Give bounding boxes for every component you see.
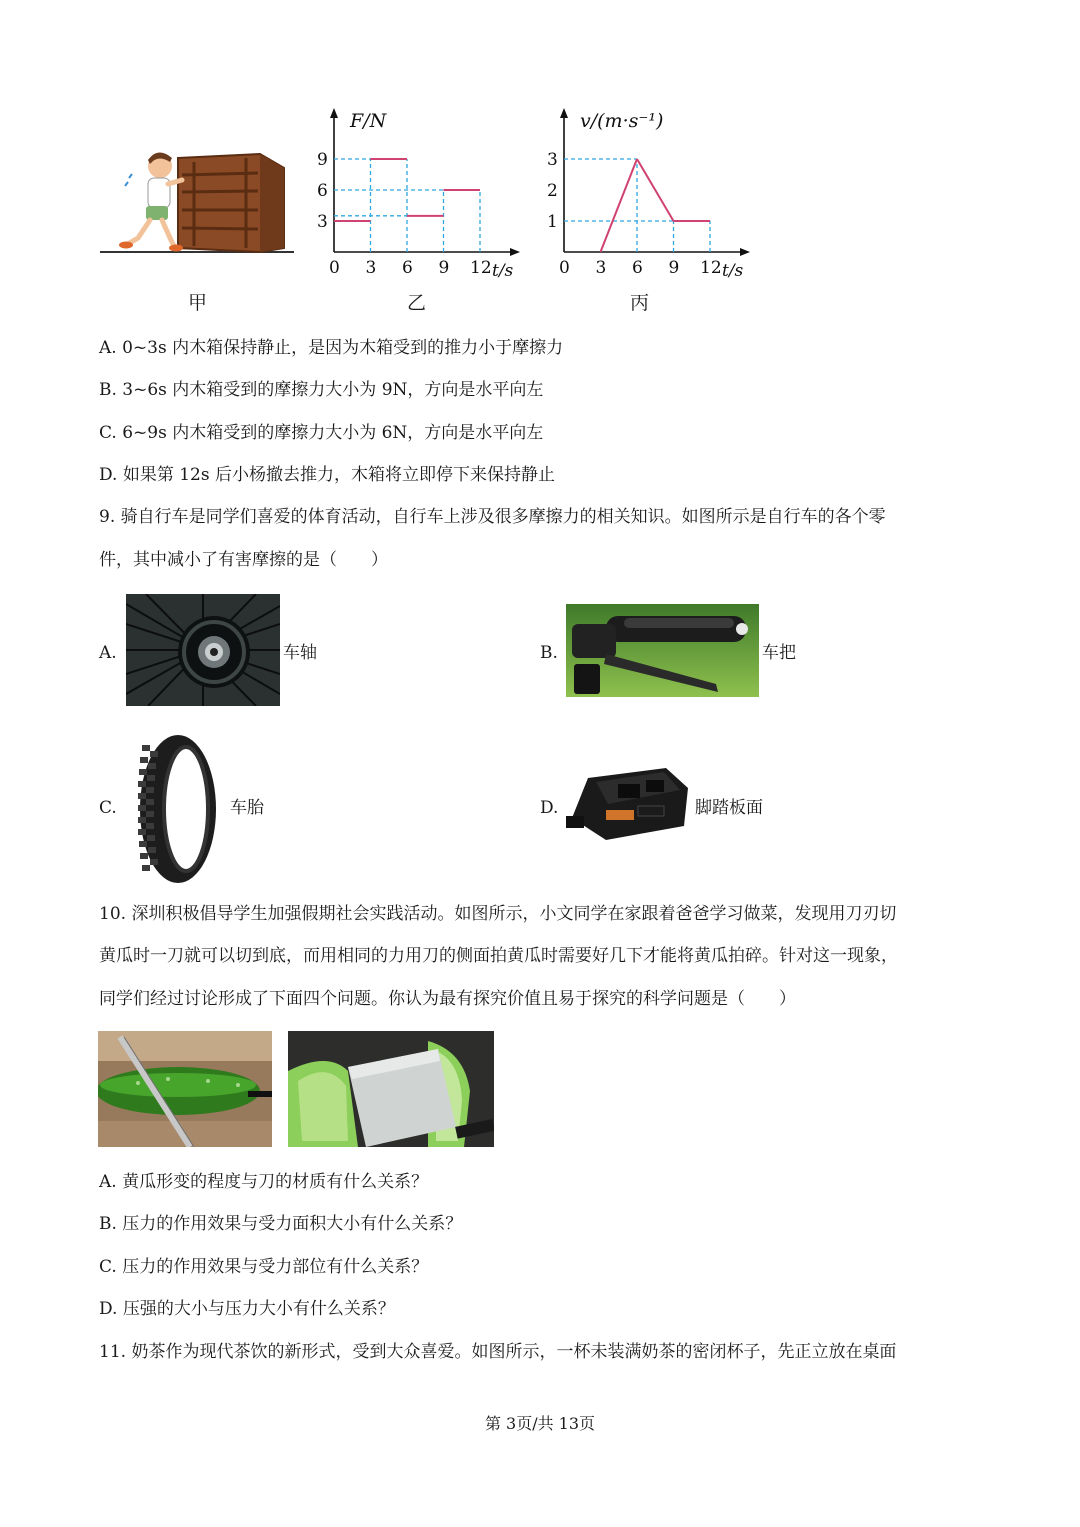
x-axis-label: t/s <box>722 261 744 281</box>
y-tick-label-3: 3 <box>317 212 328 232</box>
q8-option-b: B. 3~6s 内木箱受到的摩擦力大小为 9N，方向是水平向左 <box>99 380 544 400</box>
q9-option-b-letter: B. <box>540 643 558 663</box>
x-tick-label-0: 0 <box>329 258 340 278</box>
y-axis-label: v/(m·s⁻¹) <box>580 110 664 132</box>
figure-yi-caption: 乙 <box>407 292 427 314</box>
page-number: 第 3页/共 13页 <box>484 1414 596 1433</box>
x-tick-label-6: 6 <box>402 258 413 278</box>
q10-stem-line1: 10. 深圳积极倡导学生加强假期社会实践活动。如图所示，小文同学在家跟着爸爸学习做菜，发现用刀刃切 <box>99 904 897 924</box>
boy-pushing-crate-illustration <box>98 140 298 260</box>
q10-option-b: B. 压力的作用效果与受力面积大小有什么关系？ <box>99 1214 463 1234</box>
chart-velocity-time-svg <box>538 100 758 290</box>
q9-option-a-label: 车轴 <box>283 643 317 663</box>
q9-option-c-letter: C. <box>99 798 117 818</box>
chart-force-time-svg <box>308 100 528 290</box>
velocity-segment-0 <box>601 159 638 252</box>
x-tick-label-6: 6 <box>632 258 643 278</box>
pedal-photo <box>566 760 692 850</box>
figure-bing-caption: 丙 <box>630 292 650 314</box>
q8-option-a: A. 0~3s 内木箱保持静止，是因为木箱受到的推力小于摩擦力 <box>99 338 564 358</box>
x-tick-label-12: 12 <box>470 258 492 278</box>
q10-stem-line2: 黄瓜时一刀就可以切到底，而用相同的力用刀的侧面拍黄瓜时需要好几下才能将黄瓜拍碎。针对这一现象， <box>99 946 898 966</box>
x-tick-label-9: 9 <box>668 258 680 278</box>
axle-photo <box>126 594 280 706</box>
q8-option-c: C. 6~9s 内木箱受到的摩擦力大小为 6N，方向是水平向左 <box>99 423 544 443</box>
q9-option-d-label: 脚踏板面 <box>695 798 763 818</box>
x-tick-label-0: 0 <box>559 258 570 278</box>
x-tick-label-3: 3 <box>365 258 377 278</box>
q9-option-a-letter: A. <box>99 643 117 663</box>
tire-photo <box>124 733 228 885</box>
y-tick-label-6: 6 <box>317 181 328 201</box>
x-tick-label-9: 9 <box>438 258 450 278</box>
figure-jia-caption: 甲 <box>188 292 208 314</box>
y-tick-label-1: 1 <box>547 212 558 232</box>
x-tick-label-3: 3 <box>595 258 607 278</box>
smashing-cucumber-photo <box>288 1031 494 1147</box>
chart-velocity-time <box>538 100 758 290</box>
x-tick-label-12: 12 <box>700 258 722 278</box>
q8-option-d: D. 如果第 12s 后小杨撤去推力，木箱将立即停下来保持静止 <box>99 465 555 485</box>
y-tick-label-9: 9 <box>317 150 328 170</box>
y-axis-arrow <box>560 108 568 118</box>
y-axis-arrow <box>330 108 338 118</box>
q10-option-a: A. 黄瓜形变的程度与刀的材质有什么关系？ <box>99 1172 429 1192</box>
q9-option-c-label: 车胎 <box>230 798 264 818</box>
x-axis-arrow <box>740 248 750 256</box>
q10-stem-line3: 同学们经过讨论形成了下面四个问题。你认为最有探究价值且易于探究的科学问题是（ ） <box>99 989 796 1009</box>
y-axis-label: F/N <box>350 110 387 132</box>
x-axis-arrow <box>510 248 520 256</box>
cutting-cucumber-photo <box>98 1031 272 1147</box>
q9-stem-line2: 件，其中减小了有害摩擦的是（ ） <box>99 550 388 570</box>
handlebar-photo <box>566 604 759 697</box>
y-tick-label-3: 3 <box>547 150 558 170</box>
velocity-segment-1 <box>637 159 674 221</box>
q9-stem-line1: 9. 骑自行车是同学们喜爱的体育活动，自行车上涉及很多摩擦力的相关知识。如图所示是自行车的各个零 <box>99 507 886 527</box>
x-axis-label: t/s <box>492 261 514 281</box>
q11-stem-line1: 11. 奶茶作为现代茶饮的新形式，受到大众喜爱。如图所示，一杯未装满奶茶的密闭杯子，先正立放在桌面 <box>99 1342 897 1362</box>
q9-option-b-label: 车把 <box>762 643 796 663</box>
y-tick-label-2: 2 <box>547 181 558 201</box>
figure-jia <box>98 140 298 260</box>
q10-option-d: D. 压强的大小与压力大小有什么关系？ <box>99 1299 395 1319</box>
q9-option-d-letter: D. <box>540 798 559 818</box>
chart-force-time <box>308 100 528 290</box>
q10-option-c: C. 压力的作用效果与受力部位有什么关系？ <box>99 1257 429 1277</box>
